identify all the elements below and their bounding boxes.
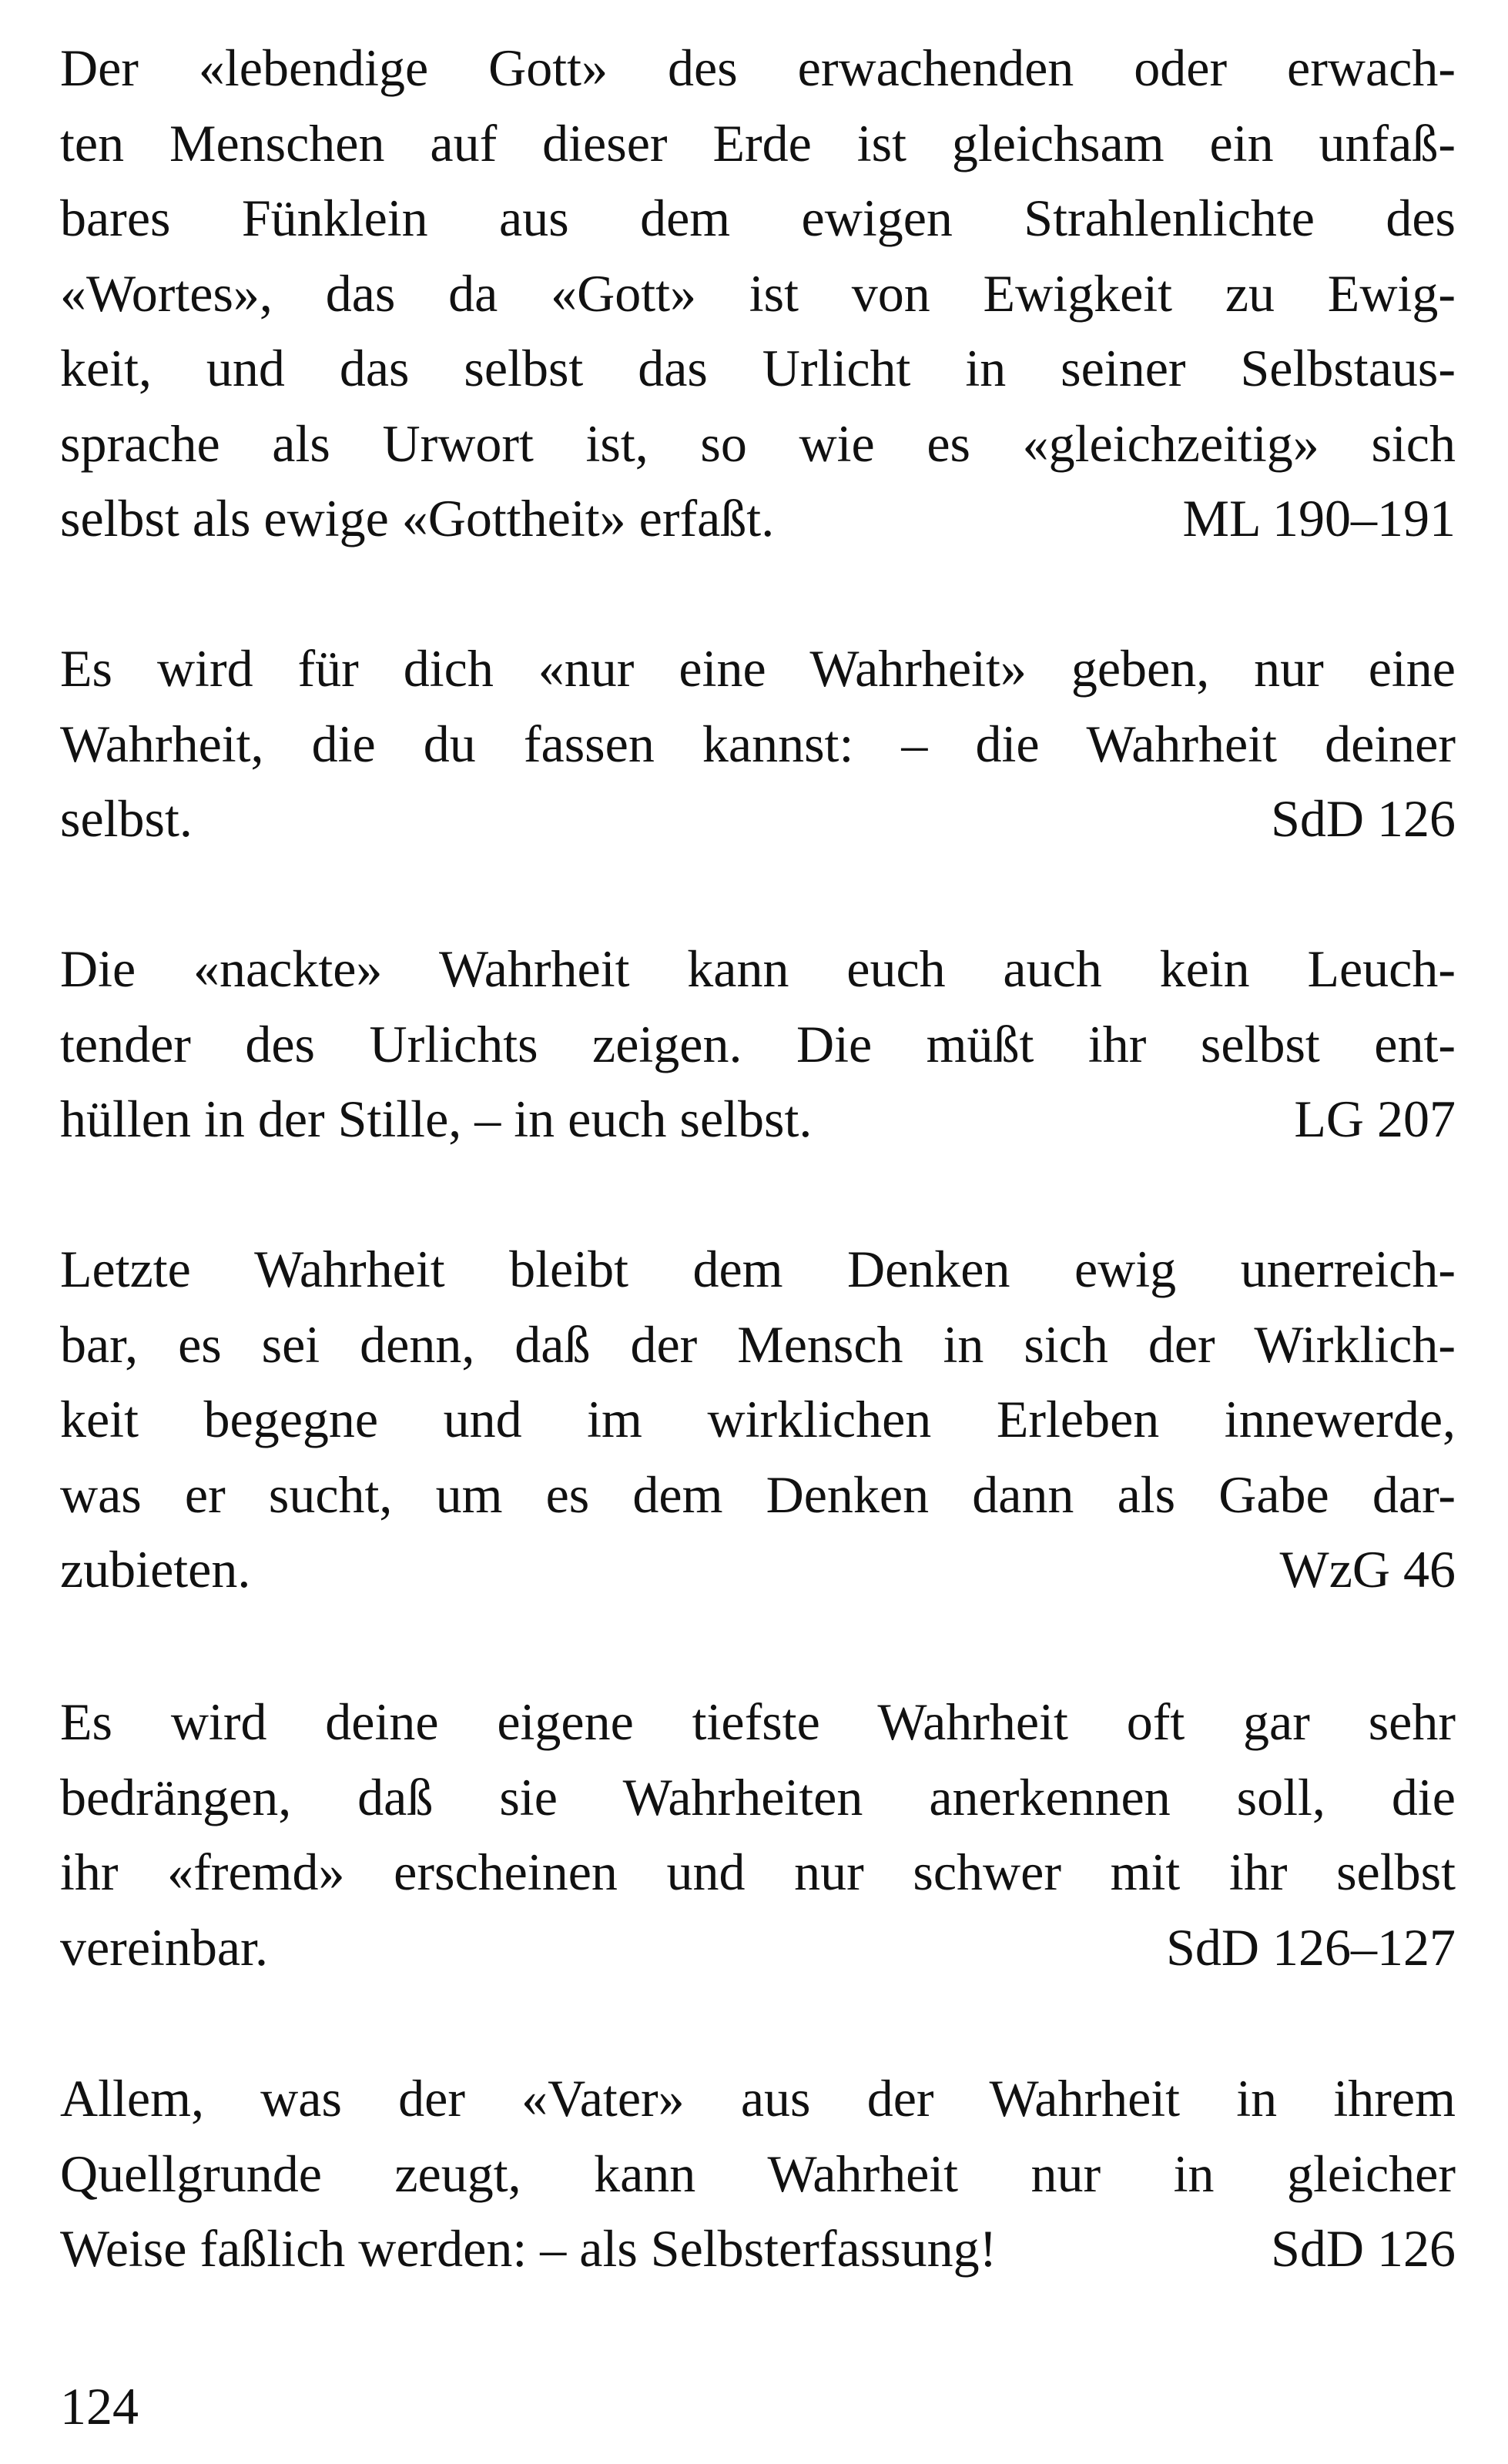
quote-block — [60, 932, 1456, 1157]
page-number: 124 — [60, 2377, 139, 2436]
quote-last-line — [60, 481, 1456, 557]
source-reference: ML 190–191 — [1182, 489, 1456, 547]
quote-block — [60, 31, 1456, 557]
quote-block — [60, 1685, 1456, 1985]
quote-line: ihr «fremd» erscheinen und nur schwer mit ihr selbst — [60, 1843, 1456, 1901]
quote-line: sprache als Urwort ist, so wie es «gleichzeitig» sich — [60, 413, 1456, 473]
quote-line: Weise faßlich werden: – als Selbsterfassung! — [60, 2219, 997, 2278]
source-reference: SdD 126 — [1271, 789, 1456, 848]
quote-line: «Wortes», das da «Gott» ist von Ewigkeit zu Ewig- — [60, 263, 1456, 323]
quote-block — [60, 631, 1456, 857]
source-reference: LG 207 — [1294, 1090, 1456, 1148]
quote-line: Die «nackte» Wahrheit kann euch auch kein Leuch- — [60, 939, 1456, 998]
quote-line: selbst als ewige «Gottheit» erfaßt. — [60, 489, 775, 547]
quote-line: was er sucht, um es dem Denken dann als Gabe dar- — [60, 1465, 1456, 1524]
quote-last-line — [60, 1910, 1456, 1986]
quote-line: bedrängen, daß sie Wahrheiten anerkennen soll, die — [60, 1767, 1456, 1826]
quote-line: Der «lebendige Gott» des erwachenden oder erwach- — [60, 38, 1456, 97]
quote-line: Wahrheit, die du fassen kannst: – die Wahrheit deiner — [60, 714, 1456, 773]
quote-block — [60, 2061, 1456, 2287]
quote-line: Letzte Wahrheit bleibt dem Denken ewig unerreich- — [60, 1240, 1456, 1298]
source-reference: SdD 126–127 — [1166, 1917, 1456, 1977]
quote-block — [60, 1232, 1456, 1608]
source-reference: SdD 126 — [1271, 2219, 1456, 2278]
quote-last-line — [60, 1532, 1456, 1608]
quote-last-line — [60, 2211, 1456, 2287]
quote-line: Es wird deine eigene tiefste Wahrheit oft gar sehr — [60, 1692, 1456, 1751]
source-reference: WzG 46 — [1279, 1540, 1456, 1599]
quote-line: bar, es sei denn, daß der Mensch in sich der Wirklich- — [60, 1314, 1456, 1374]
quote-line: keit, und das selbst das Urlicht in seiner Selbstaus- — [60, 339, 1456, 397]
quote-line: Quellgrunde zeugt, kann Wahrheit nur in gleicher — [60, 2144, 1456, 2203]
quote-line: keit begegne und im wirklichen Erleben innewerde, — [60, 1390, 1456, 1448]
quote-line: tender des Urlichts zeigen. Die müßt ihr selbst ent- — [60, 1014, 1456, 1073]
quote-line: Allem, was der «Vater» aus der Wahrheit in ihrem — [60, 2069, 1456, 2128]
quote-last-line — [60, 782, 1456, 857]
quote-line: zubieten. — [60, 1540, 251, 1599]
quote-line: vereinbar. — [60, 1917, 268, 1977]
quote-line: bares Fünklein aus dem ewigen Strahlenlichte des — [60, 189, 1456, 247]
quote-line: selbst. — [60, 789, 193, 848]
quote-line: ten Menschen auf dieser Erde ist gleichsam ein unfaß- — [60, 113, 1456, 172]
quote-line: Es wird für dich «nur eine Wahrheit» geben, nur eine — [60, 639, 1456, 698]
quote-line: hüllen in der Stille, – in euch selbst. — [60, 1090, 813, 1148]
quote-last-line — [60, 1082, 1456, 1157]
